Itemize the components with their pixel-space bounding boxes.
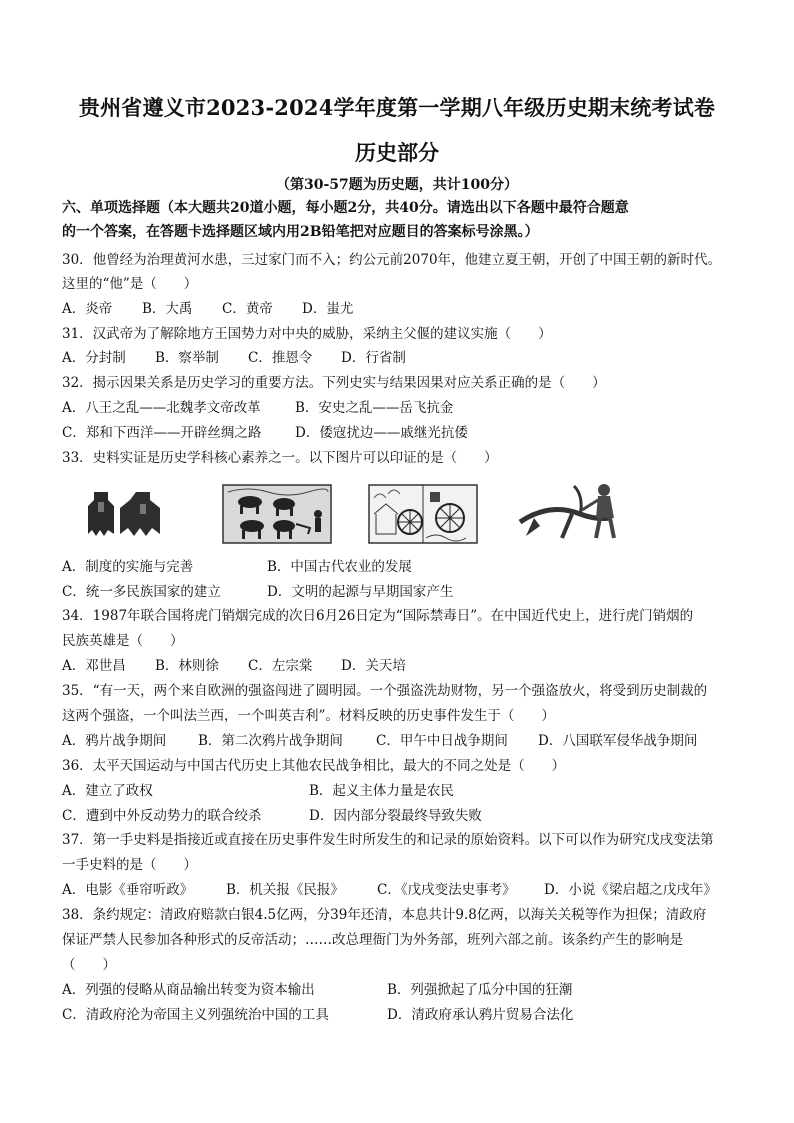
question-33-figures (62, 474, 742, 546)
q35-option-c: C．甲午中日战争期间 (376, 733, 508, 749)
q31-option-b: B．察举制 (155, 350, 219, 366)
q30-option-c: C．黄帝 (222, 301, 273, 317)
question-32-stem: 32．揭示因果关系是历史学习的重要方法。下列史实与结果因果对应关系正确的是（ ） (62, 375, 606, 391)
q32-option-c: C．郑和下西洋——开辟丝绸之路 (62, 425, 262, 441)
q37-option-c: C．《戊戌变法史事考》 (377, 882, 516, 898)
q35-option-b: B．第二次鸦片战争期间 (198, 733, 343, 749)
question-35-stem-cont: 这两个强盗，一个叫法兰西，一个叫英吉利”。材料反映的历史事件发生于（ ） (62, 708, 555, 724)
question-31-stem: 31．汉武帝为了解除地方王国势力对中央的威胁，采纳主父偃的建议实施（ ） (62, 326, 552, 342)
q33-option-a: A．制度的实施与完善 (62, 559, 194, 575)
waterwheel-drawing-icon (368, 484, 478, 544)
q35-option-a: A．鸦片战争期间 (62, 733, 167, 749)
question-30-stem: 30．他曾经为治理黄河水患，三过家门而不入；约公元前2070年，他建立夏王朝，开创了中国王朝的新时代。 (62, 252, 722, 268)
score-note: （第30-57题为历史题，共计100分） (276, 177, 518, 193)
q35-option-d: D．八国联军侵华战争期间 (538, 733, 698, 749)
question-33-stem: 33．史料实证是历史学科核心素养之一。以下图片可以印证的是（ ） (62, 450, 498, 466)
q33-option-d: D．文明的起源与早期国家产生 (267, 584, 454, 600)
question-38-stem-cont: 保证严禁人民参加各种形式的反帝活动；……改总理衙门为外务部，班列六部之前。该条约产生的影响是 (62, 932, 683, 948)
question-37-stem-cont: 一手史料的是（ ） (62, 857, 197, 873)
q37-option-a: A．电影《垂帘听政》 (62, 882, 194, 898)
q32-option-a: A．八王之乱——北魏孝文帝改革 (62, 400, 261, 416)
q34-option-b: B．林则徐 (155, 658, 219, 674)
q30-option-a: A．炎帝 (62, 301, 113, 317)
question-38-stem: 38．条约规定：清政府赔款白银4.5亿两，分39年还清，本息共计9.8亿两，以海关关税等作为担保；清政府 (62, 907, 707, 923)
q31-option-d: D．行省制 (341, 350, 406, 366)
q38-option-b: B．列强掀起了瓜分中国的狂潮 (387, 982, 573, 998)
question-34-stem-cont: 民族英雄是（ ） (62, 633, 184, 649)
q36-option-d: D．因内部分裂最终导致失败 (309, 808, 482, 824)
q34-option-d: D．关天培 (341, 658, 406, 674)
q33-option-b: B．中国古代农业的发展 (267, 559, 412, 575)
q33-option-c: C．统一多民族国家的建立 (62, 584, 221, 600)
q38-option-a: A．列强的侵略从商品输出转变为资本输出 (62, 982, 315, 998)
question-34-stem: 34．1987年联合国将虎门销烟完成的次日6月26日定为“国际禁毒日”。在中国近代史上，进行虎门销烟的 (62, 608, 694, 624)
q30-option-d: D．蚩尤 (302, 301, 354, 317)
question-38-stem-cont2: （ ） (62, 957, 116, 973)
q32-option-d: D．倭寇扰边——戚继光抗倭 (295, 425, 468, 441)
q37-option-d: D．小说《梁启超之戊戌年》 (544, 882, 717, 898)
q36-option-c: C．遭到中外反动势力的联合绞杀 (62, 808, 262, 824)
q36-option-b: B．起义主体力量是农民 (309, 783, 454, 799)
q38-option-d: D．清政府承认鸦片贸易合法化 (387, 1007, 574, 1023)
q34-option-a: A．邓世昌 (62, 658, 126, 674)
ox-plowing-mural-icon (222, 484, 332, 544)
q31-option-a: A．分封制 (62, 350, 126, 366)
q31-option-c: C．推恩令 (248, 350, 313, 366)
section-instruction-line1: 六、单项选择题（本大题共20道小题，每小题2分，共40分。请选出以下各题中最符合题意 (62, 200, 629, 216)
q32-option-b: B．安史之乱——岳飞抗金 (295, 400, 454, 416)
q38-option-c: C．清政府沦为帝国主义列强统治中国的工具 (62, 1007, 329, 1023)
q30-option-b: B．大禹 (142, 301, 193, 317)
section-instruction-line2: 的一个答案，在答题卡选择题区域内用2B铅笔把对应题目的答案标号涂黑。） (62, 224, 539, 240)
question-35-stem: 35．“有一天，两个来自欧洲的强盗闯进了圆明园。一个强盗洗劫财物，另一个强盗放火，将受到历史制裁的 (62, 683, 708, 699)
q34-option-c: C．左宗棠 (248, 658, 313, 674)
exam-subtitle: 历史部分 (355, 140, 439, 165)
question-30-stem-cont: 这里的“他”是（ ） (62, 276, 198, 292)
question-36-stem: 36．太平天国运动与中国古代历史上其他农民战争相比，最大的不同之处是（ ） (62, 758, 566, 774)
question-37-stem: 37．第一手史料是指接近或直接在历史事件发生时所发生的和记录的原始资料。以下可以作为研究戊戌变法第 (62, 832, 714, 848)
exam-title: 贵州省遵义市2023-2024学年度第一学期八年级历史期末统考试卷 (78, 95, 716, 120)
bronze-spade-icon (84, 488, 176, 540)
curved-plow-icon (514, 478, 634, 544)
q36-option-a: A．建立了政权 (62, 783, 153, 799)
q37-option-b: B．机关报《民报》 (226, 882, 344, 898)
